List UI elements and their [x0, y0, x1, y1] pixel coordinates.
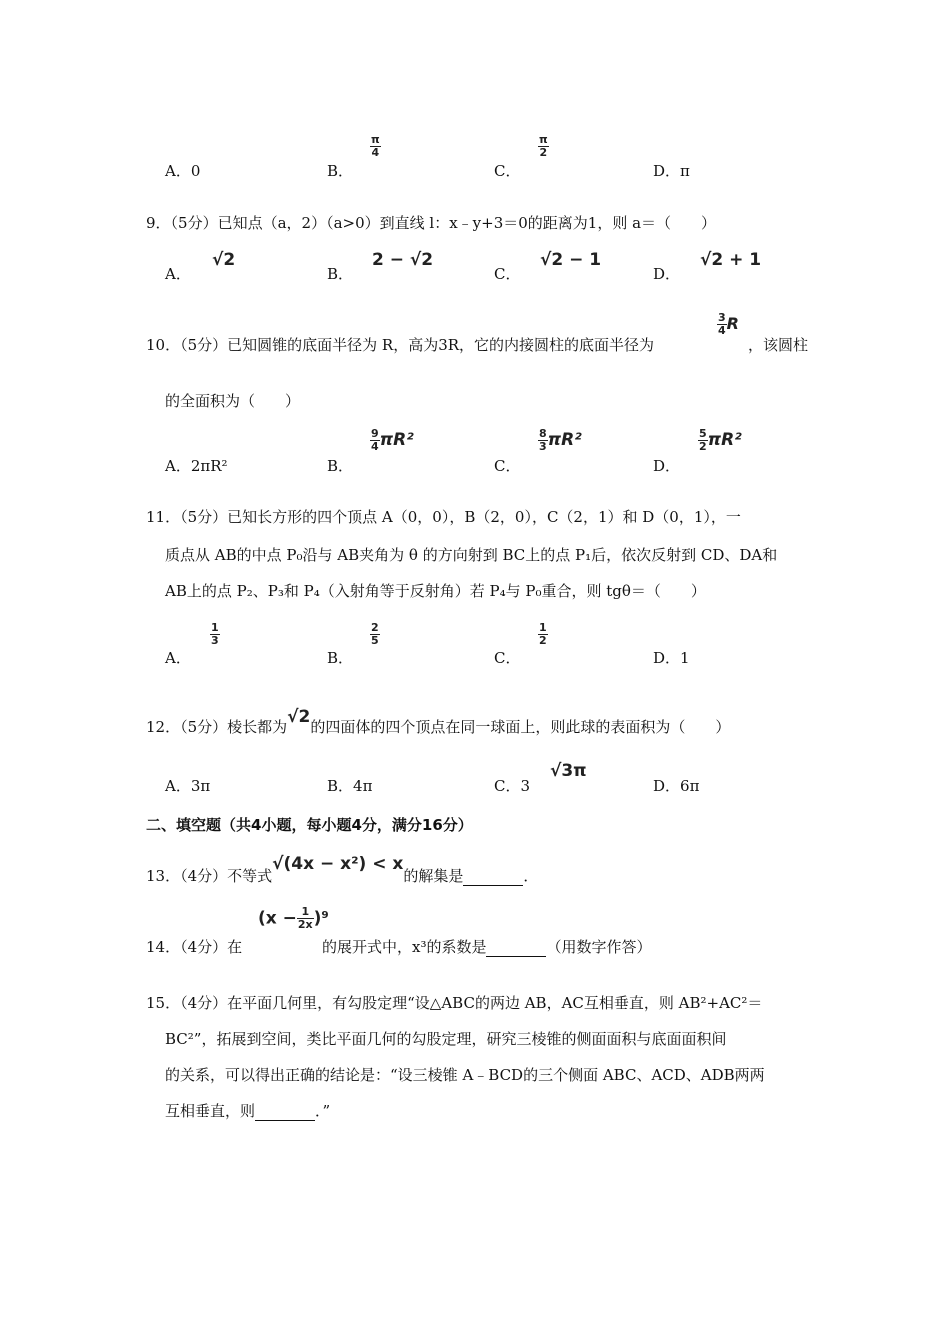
q10-text1: 已知圆锥的底面半径为 R，高为3R，它的内接圆柱的底面半径为 — [227, 336, 655, 354]
q8-option-c-fraction: $\frac{\pi}{2}$ — [539, 133, 548, 159]
q10-radius-fraction: $\frac{3}{4}$ R — [718, 311, 739, 337]
q9-option-b-math: 2 − √2 — [372, 250, 434, 270]
q12-number: 12． — [146, 718, 181, 736]
q10-option-c: C． — [494, 457, 521, 475]
q15-line1: 在平面几何里，有勾股定理“设△ABC的两边 AB，AC互相垂直，则 AB²+AC²＝ — [227, 994, 763, 1012]
q9-option-d: D． — [653, 265, 681, 283]
q9-score: （5分） — [170, 214, 218, 232]
q13-number: 13． — [146, 867, 181, 885]
q12-option-d: D．6π — [653, 777, 700, 795]
q13-text2: 的解集是 — [403, 867, 464, 885]
q10-option-b: B． — [327, 457, 354, 475]
q8-option-d: D．π — [653, 162, 690, 180]
q10-option-a: A．2πR² — [165, 457, 228, 475]
q14-stem-left — [146, 936, 242, 957]
q12-math: √2 — [287, 707, 311, 727]
q14-text1: 在 — [227, 938, 243, 956]
q11-option-b-fraction: $\frac{2}{5}$ — [371, 621, 379, 647]
q10-number: 10． — [146, 336, 181, 354]
q13-text1: 不等式 — [227, 867, 273, 885]
section-2-heading: 二、填空题（共4小题，每小题4分，满分16分） — [146, 816, 473, 834]
q15-answer-blank — [255, 1106, 315, 1121]
q12-text2: 的四面体的四个顶点在同一球面上，则此球的表面积为（ ） — [310, 718, 731, 736]
q9-option-c: C． — [494, 265, 521, 283]
q11-stem-line1 — [146, 506, 741, 527]
q9-option-d-math: √2 + 1 — [700, 250, 762, 270]
q14-number: 14． — [146, 938, 181, 956]
q14-answer-blank — [486, 942, 546, 957]
q11-number: 11． — [146, 508, 181, 526]
q12-score: （5分） — [180, 718, 228, 736]
q11-option-b: B． — [327, 649, 354, 667]
q14-end: （用数字作答） — [546, 938, 652, 956]
q11-option-c: C． — [494, 649, 521, 667]
q13-score: （4分） — [180, 867, 228, 885]
q9-number: 9． — [146, 214, 171, 232]
q14-text2: 的展开式中，x³的系数是 — [322, 938, 487, 956]
q10-text2: ，该圆柱 — [748, 336, 809, 354]
q11-line1: 已知长方形的四个顶点 A（0，0），B（2，0），C（2，1）和 D（0，1），一 — [227, 508, 741, 526]
q12-stem — [146, 707, 731, 737]
q15-score: （4分） — [180, 994, 228, 1012]
q13-inequality: √(4x − x²) < x — [272, 854, 404, 874]
q15-stem-line3: 的关系，可以得出正确的结论是：“设三棱锥 A﹣BCD的三个侧面 ABC、ACD、ADB两两 — [165, 1066, 765, 1084]
q11-stem-line2: 质点从 AB的中点 P₀沿与 AB夹角为 θ 的方向射到 BC上的点 P₁后，依次反射到 CD、DA和 — [165, 546, 778, 564]
q12-option-a: A．3π — [165, 777, 211, 795]
q10-option-d: D． — [653, 457, 681, 475]
q12-option-b: B．4π — [327, 777, 373, 795]
q8-option-b-fraction: $\frac{\pi}{4}$ — [371, 133, 380, 159]
q10-stem-line2: 的全面积为（ ） — [165, 392, 301, 410]
q10-stem-line1 — [146, 334, 654, 355]
q12-option-c: C．3 — [494, 777, 531, 795]
q12-text1: 棱长都为 — [227, 718, 288, 736]
q10-option-b-math: $\frac{9}{4}$ πR² — [371, 427, 414, 453]
q9-stem — [146, 212, 716, 233]
q11-option-c-fraction: $\frac{1}{2}$ — [539, 621, 547, 647]
q10-score: （5分） — [180, 336, 228, 354]
q11-stem-line3: AB上的点 P₂、P₃和 P₄（入射角等于反射角）若 P₄与 P₀重合，则 tgθ＝（ ） — [165, 582, 706, 600]
q14-stem-right — [322, 936, 652, 957]
q11-option-a-fraction: $\frac{1}{3}$ — [211, 621, 219, 647]
q9-option-b: B． — [327, 265, 354, 283]
q9-option-c-math: √2 − 1 — [540, 250, 602, 270]
q8-option-c: C． — [494, 162, 521, 180]
q15-line4-pre: 互相垂直，则 — [165, 1102, 256, 1120]
q9-option-a-math: √2 — [212, 250, 236, 270]
q15-stem-line1 — [146, 992, 762, 1013]
q9-option-a: A． — [165, 265, 191, 283]
q15-stem-line4 — [165, 1100, 330, 1121]
q11-score: （5分） — [180, 508, 228, 526]
q14-score: （4分） — [180, 938, 228, 956]
q10-option-d-math: $\frac{5}{2}$ πR² — [699, 427, 742, 453]
q9-text: 已知点（a，2）（a>0）到直线 l：x﹣y+3＝0的距离为1，则 a＝（ ） — [217, 214, 717, 232]
q15-number: 15． — [146, 994, 181, 1012]
q13-answer-blank — [463, 871, 523, 886]
q10-option-c-math: $\frac{8}{3}$ πR² — [539, 427, 582, 453]
q12-option-c-math: √3π — [550, 761, 587, 781]
q8-option-a: A．0 — [165, 162, 201, 180]
q14-binomial: (x − $\frac{1}{2x}$ )⁹ — [258, 905, 329, 931]
q15-stem-line2: BC²”，拓展到空间，类比平面几何的勾股定理，研究三棱锥的侧面面积与底面面积间 — [165, 1030, 727, 1048]
q8-option-b: B． — [327, 162, 354, 180]
q11-option-a: A． — [165, 649, 191, 667]
q15-line4-end: ．” — [315, 1102, 331, 1120]
q11-option-d: D．1 — [653, 649, 690, 667]
q13-stem — [146, 854, 539, 886]
q13-end: ． — [523, 867, 539, 885]
